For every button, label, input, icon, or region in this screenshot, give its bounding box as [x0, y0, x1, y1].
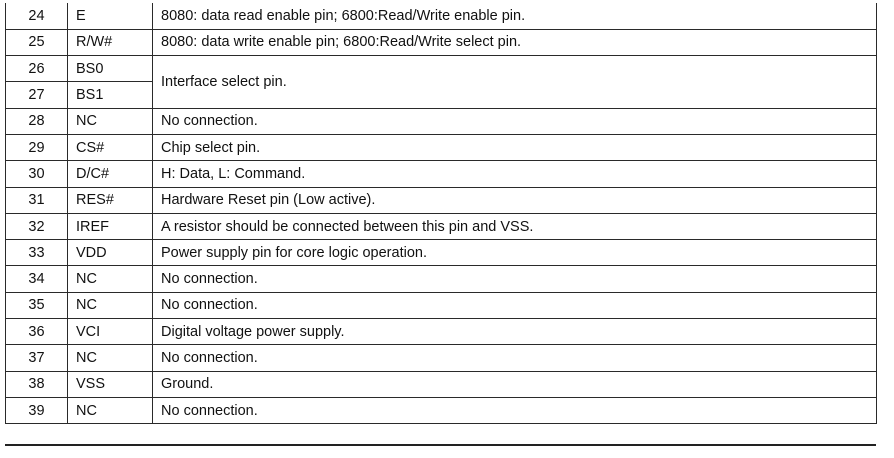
table-row [6, 319, 877, 345]
pin-name: VCI [68, 319, 153, 345]
pin-name: VDD [68, 240, 153, 266]
pin-number: 37 [6, 345, 68, 371]
pin-name: E [68, 3, 153, 29]
table-row [6, 56, 877, 82]
pin-number: 39 [6, 397, 68, 423]
pin-number: 34 [6, 266, 68, 292]
table-row [6, 345, 877, 371]
pin-description: No connection. [153, 108, 877, 134]
pin-name: BS0 [68, 56, 153, 82]
table-row [6, 3, 877, 29]
pin-number: 26 [6, 56, 68, 82]
pin-name: RES# [68, 187, 153, 213]
pin-number: 32 [6, 213, 68, 239]
table-row [6, 161, 877, 187]
table-row [6, 371, 877, 397]
pin-name: IREF [68, 213, 153, 239]
pin-description: Digital voltage power supply. [153, 319, 877, 345]
pin-name: BS1 [68, 82, 153, 108]
pin-description: A resistor should be connected between this pin and VSS. [153, 213, 877, 239]
pin-number: 36 [6, 319, 68, 345]
table-bottom-border [5, 444, 876, 446]
table-row [6, 134, 877, 160]
table-row [6, 108, 877, 134]
table-row [6, 213, 877, 239]
table-row [6, 292, 877, 318]
pin-name: D/C# [68, 161, 153, 187]
pin-description: Power supply pin for core logic operation. [153, 240, 877, 266]
pin-number: 29 [6, 134, 68, 160]
pin-name: NC [68, 292, 153, 318]
pin-name: R/W# [68, 29, 153, 55]
pin-number: 30 [6, 161, 68, 187]
table-row [6, 240, 877, 266]
pin-name: NC [68, 266, 153, 292]
pin-description: No connection. [153, 292, 877, 318]
pin-description: No connection. [153, 345, 877, 371]
pin-number: 24 [6, 3, 68, 29]
pin-number: 33 [6, 240, 68, 266]
pin-name: VSS [68, 371, 153, 397]
pin-number: 38 [6, 371, 68, 397]
pin-description: No connection. [153, 397, 877, 423]
pin-description: H: Data, L: Command. [153, 161, 877, 187]
pin-name: NC [68, 108, 153, 134]
table-row [6, 187, 877, 213]
table-row [6, 397, 877, 423]
pin-number: 27 [6, 82, 68, 108]
pin-description: Ground. [153, 371, 877, 397]
pin-name: CS# [68, 134, 153, 160]
pin-number: 31 [6, 187, 68, 213]
pin-description: Chip select pin. [153, 134, 877, 160]
pin-name: NC [68, 397, 153, 423]
pin-description: 8080: data write enable pin; 6800:Read/Write select pin. [153, 29, 877, 55]
pin-description: Interface select pin. [153, 56, 877, 109]
table-row [6, 266, 877, 292]
pin-description: Hardware Reset pin (Low active). [153, 187, 877, 213]
pin-number: 25 [6, 29, 68, 55]
table-row [6, 29, 877, 55]
pin-description: 8080: data read enable pin; 6800:Read/Write enable pin. [153, 3, 877, 29]
pin-number: 35 [6, 292, 68, 318]
pin-number: 28 [6, 108, 68, 134]
pin-description: No connection. [153, 266, 877, 292]
pin-name: NC [68, 345, 153, 371]
pin-description-table [5, 3, 877, 424]
